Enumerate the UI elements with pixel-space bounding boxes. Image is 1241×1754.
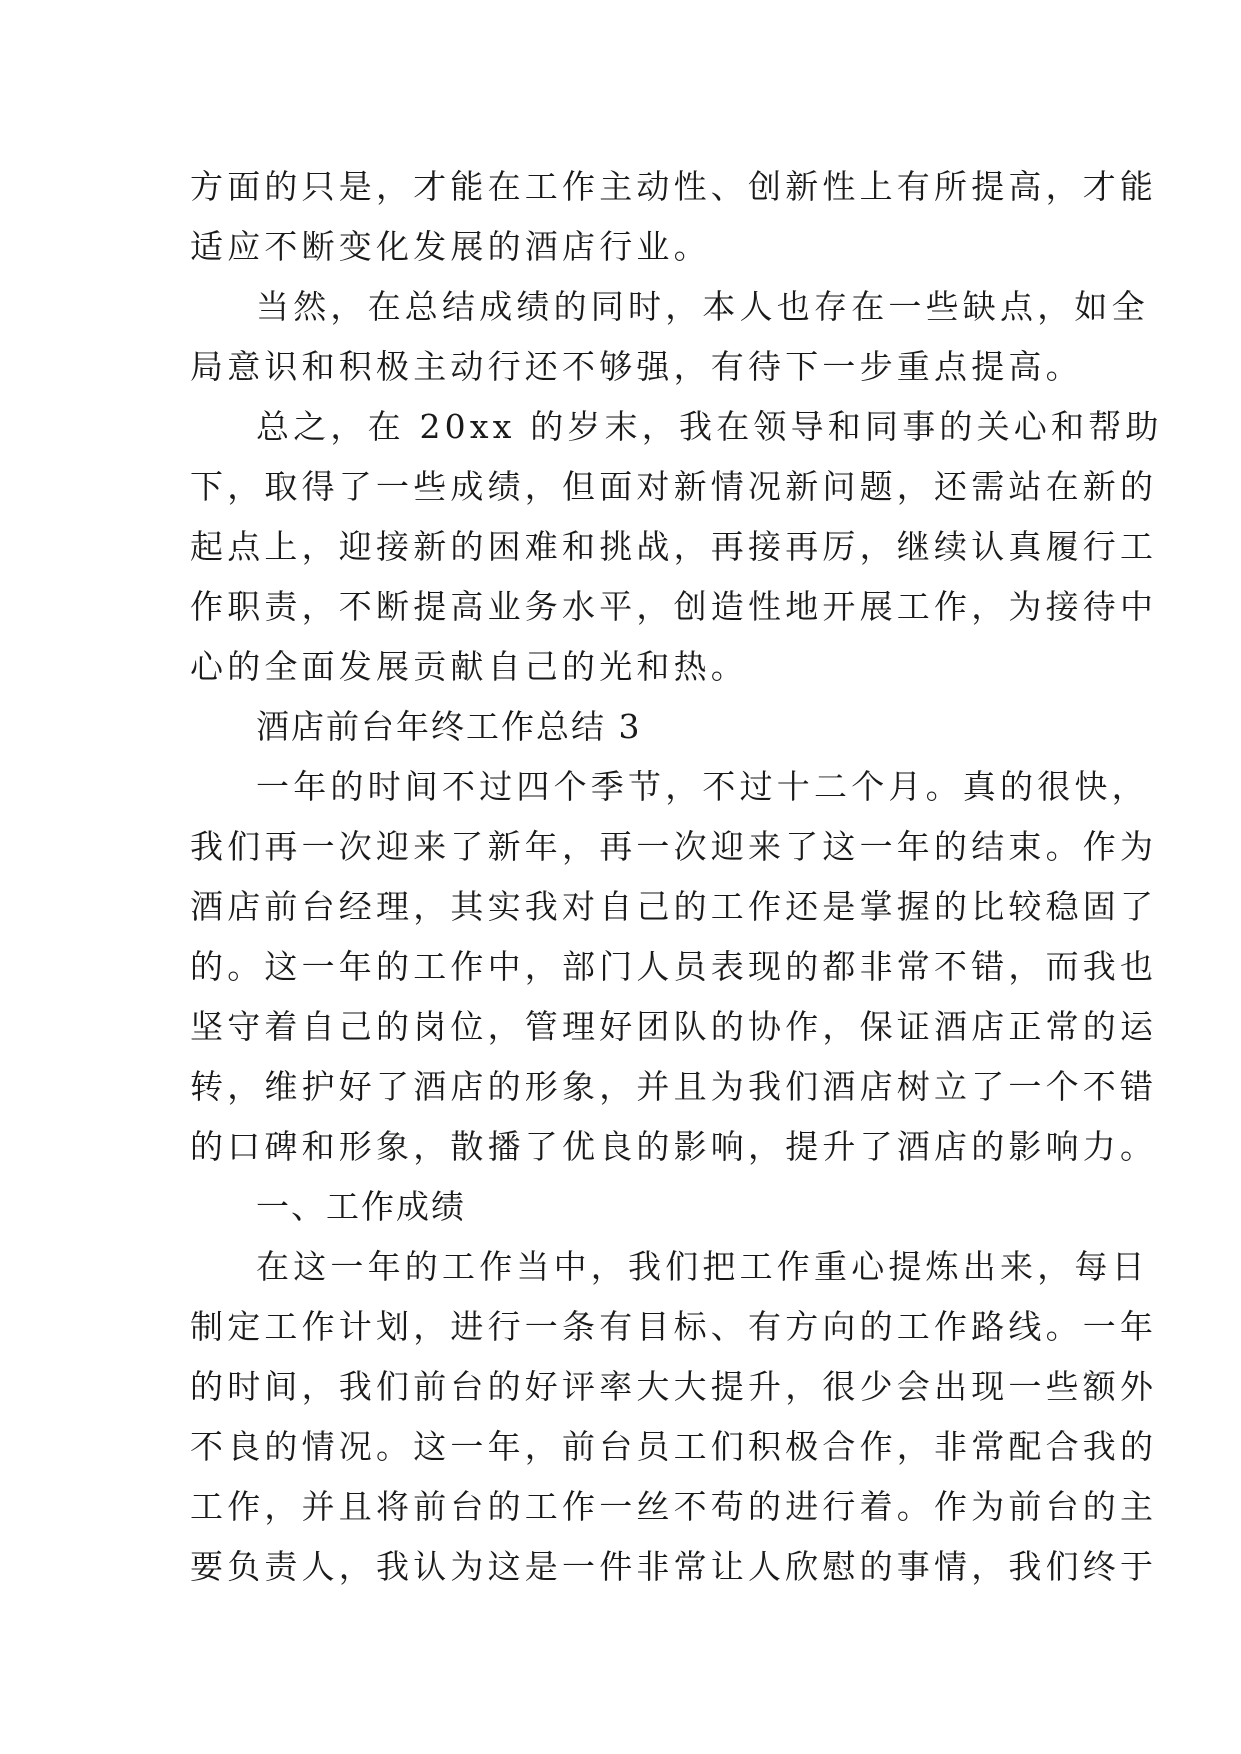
text-line: 坚守着自己的岗位，管理好团队的协作，保证酒店正常的运 [190,1007,1158,1046]
text-line: 酒店前台经理，其实我对自己的工作还是掌握的比较稳固了 [190,887,1158,926]
text-line: 的时间，我们前台的好评率大大提升，很少会出现一些额外 [190,1367,1158,1406]
text-line: 的口碑和形象，散播了优良的影响，提升了酒店的影响力。 [190,1127,1158,1166]
text-line: 转，维护好了酒店的形象，并且为我们酒店树立了一个不错 [190,1067,1158,1106]
text-line: 我们再一次迎来了新年，再一次迎来了这一年的结束。作为 [190,827,1158,866]
text-line: 工作，并且将前台的工作一丝不苟的进行着。作为前台的主 [190,1487,1158,1526]
section-title: 酒店前台年终工作总结 3 [256,707,642,746]
document-body [190,157,1163,1597]
subsection-heading: 一、工作成绩 [256,1187,466,1226]
text-line: 心的全面发展贡献自己的光和热。 [190,647,748,686]
text-line: 不良的情况。这一年，前台员工们积极合作，非常配合我的 [190,1427,1158,1466]
text-line: 起点上，迎接新的困难和挑战，再接再厉，继续认真履行工 [190,527,1158,566]
text-line: 作职责，不断提高业务水平，创造性地开展工作，为接待中 [190,587,1158,626]
text-line: 的。这一年的工作中，部门人员表现的都非常不错，而我也 [190,947,1158,986]
paragraph-start: 总之，在 20xx 的岁末，我在领导和同事的关心和帮助 [256,407,1163,446]
paragraph-start: 在这一年的工作当中，我们把工作重心提炼出来，每日 [256,1247,1149,1286]
text-line: 局意识和积极主动行还不够强，有待下一步重点提高。 [190,347,1083,386]
paragraph-start: 一年的时间不过四个季节，不过十二个月。真的很快， [256,767,1149,806]
text-line: 适应不断变化发展的酒店行业。 [190,227,711,266]
text-line: 方面的只是，才能在工作主动性、创新性上有所提高，才能 [190,167,1158,206]
text-line: 要负责人，我认为这是一件非常让人欣慰的事情，我们终于 [190,1547,1158,1586]
text-line: 下，取得了一些成绩，但面对新情况新问题，还需站在新的 [190,467,1158,506]
paragraph-start: 当然，在总结成绩的同时，本人也存在一些缺点，如全 [256,287,1149,326]
text-line: 制定工作计划，进行一条有目标、有方向的工作路线。一年 [190,1307,1158,1346]
